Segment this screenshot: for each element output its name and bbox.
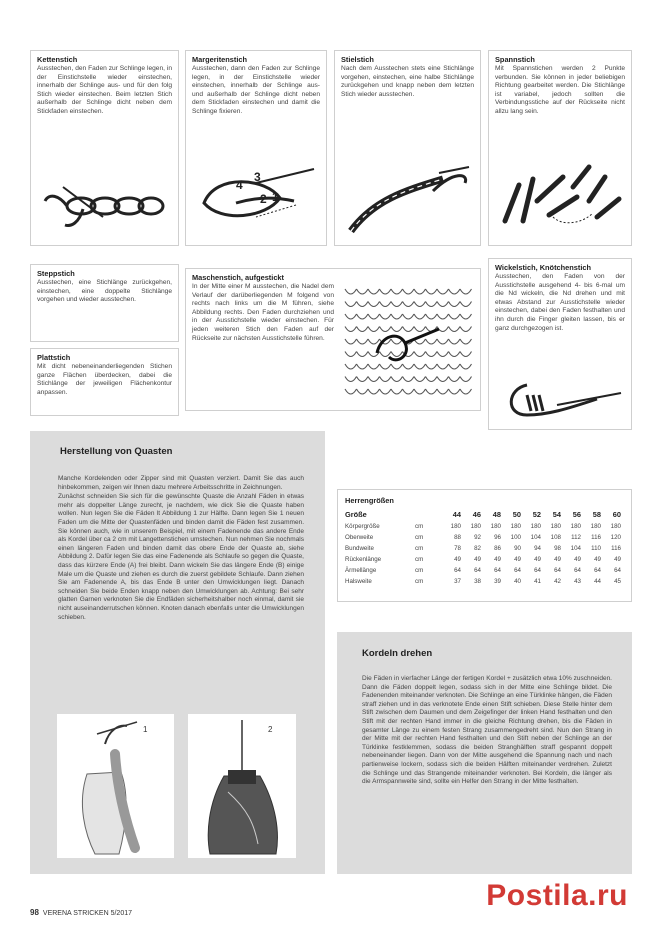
table-cell: 49	[594, 556, 601, 563]
box-title: Kettenstich	[37, 55, 78, 64]
row-label: Rückenlänge	[345, 556, 382, 563]
box-title: Margeritenstich	[192, 55, 248, 64]
table-cell: 104	[570, 545, 581, 552]
table-cell: 180	[450, 523, 461, 530]
margeritenstich-illustration	[196, 163, 321, 238]
wickelstich-illustration	[497, 375, 625, 425]
table-row	[345, 521, 621, 532]
table-cell: 39	[494, 578, 501, 585]
table-cell: 49	[534, 556, 541, 563]
quasten-body: Zunächst schneiden Sie sich für die gewünschte Quaste die Anzahl Fäden in etwas mehr als doppelter Länge zurecht, je nachdem, wie dick Sie die Quaste haben wollen. Nun legen Sie die Fäden lt Abbildung 1 zur Hälfte. Dann legen Sie 1 neuen Faden um die Mitte der Quastenfäden und binden damit die Fäden fest zusammen. Sie können auch, wie in unserem Beispiel, mit einem Fadenende das andere Ende als Kordel über ca 2 cm mit Langettenstichen umstechen. Nun nehmen Sie nochmals einen längeren Faden und binden damit das obere Ende der Quaste ab, siehe Abbildung 2. Dafür legen Sie das eine Fadenende als Schlaufe so gegen die Quaste, dass das kürzere Ende (A) frei bleibt. Dann wickeln Sie das längere Ende (B) einige Male um die Quaste und ziehen es durch die zuerst gebildete Schlaufe. Dann ziehen Sie am Fadenende A, bis das Ende B unter den Umwicklungen liegt. Danach schneiden Sie beide Enden knapp neben den Umwicklungen ab. Achtung: Bei sehr glatten Garnen verknoten Sie die Endfäden sicherheitshalber noch einmal, damit sie nicht auseinanderrutschen können. Knoten danach ebenfalls unter die Umwicklungen schieben.	[58, 493, 304, 621]
table-cell: 110	[591, 545, 601, 552]
quasten-title: Herstellung von Quasten	[60, 446, 173, 457]
quasten-intro: Manche Kordelenden oder Zipper sind mit Quasten verziert. Damit Sie das auch hinbekommen, zeigen wir Ihnen dazu mehrere Arbeitsschritte in Zeichnungen.	[58, 475, 304, 491]
tassel-label-1: 1	[143, 725, 148, 734]
table-row	[345, 554, 621, 565]
row-label: Körpergröße	[345, 523, 380, 530]
table-cell: 116	[591, 534, 601, 541]
box-text: Mit dicht nebeneinanderliegenden Stichen ganze Flächen überdecken, dabei die Stichlänge der jeweiligen Flächenkontur anpassen.	[37, 363, 172, 396]
table-cell: 49	[474, 556, 481, 563]
box-text: Ausstechen, den Faden zur Schlinge legen, in der Einstichstelle wieder einstechen, innerhalb der Schlinge aus- und für den folg Stich wieder einstechen. Beim letzten Stich außerhalb der Schlinge dicht neben dem Stickfaden einstechen.	[37, 65, 172, 115]
table-cell: 44	[594, 578, 601, 585]
table-cell: 64	[614, 567, 621, 574]
table-cell: 64	[574, 567, 581, 574]
table-cell: 180	[590, 523, 601, 530]
table-cell: 104	[530, 534, 541, 541]
kordeln-body: Die Fäden in vierfacher Länge der fertigen Kordel + zusätzlich etwa 10% zuschneiden. Dann die Fäden doppelt legen, sodass sich in der Mitte eine Schlinge bildet. Die Fadenenden miteinander verknoten. Die Schlinge an eine Türklinke hängen, die Fäden straff ziehen und in das verknotete Ende einen Stift schieben. Diese Stelle hinter dem Stift zwischen dem Daumen und dem Zeigefinger der linken Hand festhalten und den Stift mit der rechten Hand immer in die gleiche Richtung drehen, bis die Fäden in gesamter Länge zu einem festen Strang zusammengedreht sind. Nun den Strang in der Mitte mit der rechten Hand festhalten und den Stift neben der Schlinge an der Türklinke festklemmen, sodass die beiden Stranghälften straff gespannt doppelt nebeneinander liegen. Dann von der Mitte ausgehend die Spannung nach und nach partienweise lockern, sodass sich die beiden Hälften miteinander verdrehen. Zuletzt die Schlinge und das Strangende miteinander verknoten. Bei Kordeln, die länger als die Armspannweite sind, sollte ein Helfer den Strang in der Mitte festhalten.	[362, 675, 612, 786]
magazine-name: VERENA STRICKEN 5/2017	[42, 910, 132, 917]
marg-label-1: 1	[272, 190, 279, 204]
table-row	[345, 543, 621, 554]
box-text: Ausstechen, eine Stichlänge zurückgehen, einstechen, eine doppelte Stichlänge vorgehen und wieder ausstechen.	[37, 279, 172, 304]
table-cell: 112	[571, 534, 581, 541]
marg-label-2: 2	[260, 192, 267, 206]
table-row	[345, 576, 621, 587]
row-label: Halsweite	[345, 578, 372, 585]
box-spannstich	[488, 50, 632, 246]
marg-label-3: 3	[254, 170, 261, 184]
table-cell: 49	[574, 556, 581, 563]
page-footer	[30, 908, 132, 917]
table-cell: 180	[490, 523, 501, 530]
table-cell: 64	[534, 567, 541, 574]
table-cell: 45	[614, 578, 621, 585]
kordeln-panel	[337, 632, 632, 874]
box-plattstich	[30, 348, 179, 416]
watermark-logo: Postila.ru	[486, 879, 628, 912]
table-cell: 100	[510, 534, 521, 541]
row-unit: cm	[415, 556, 424, 563]
table-cell: 92	[474, 534, 481, 541]
table-cell: 42	[554, 578, 561, 585]
table-cell: 180	[610, 523, 621, 530]
box-title: Plattstich	[37, 353, 71, 362]
box-text: Nach dem Ausstechen stets eine Stichlänge vorgehen, einstechen, eine halbe Stichlänge zurückgehen und knapp neben dem letzten Stich wieder ausstechen.	[341, 65, 474, 98]
table-cell: 180	[570, 523, 581, 530]
table-cell: 64	[554, 567, 561, 574]
size-header-cell: 60	[612, 510, 621, 519]
tassel-figure-1	[57, 714, 174, 858]
box-title: Stielstich	[341, 55, 374, 64]
table-cell: 49	[554, 556, 561, 563]
table-cell: 40	[514, 578, 521, 585]
table-cell: 94	[534, 545, 541, 552]
sizes-table	[345, 508, 621, 587]
table-cell: 88	[454, 534, 461, 541]
table-cell: 78	[454, 545, 461, 552]
table-row	[345, 532, 621, 543]
row-unit: cm	[415, 545, 424, 552]
size-header-cell: 56	[572, 510, 581, 519]
table-cell: 37	[454, 578, 461, 585]
table-cell: 82	[474, 545, 481, 552]
table-cell: 64	[474, 567, 481, 574]
row-label: Bundweite	[345, 545, 374, 552]
row-label: Ärmellänge	[345, 567, 377, 574]
table-cell: 98	[554, 545, 561, 552]
sizes-box	[337, 489, 632, 602]
box-title: Steppstich	[37, 269, 75, 278]
table-cell: 86	[494, 545, 501, 552]
size-header-cell: 52	[532, 510, 541, 519]
sizes-header-label: Größe	[345, 510, 367, 519]
maschenstich-illustration	[341, 283, 473, 403]
table-cell: 120	[610, 534, 621, 541]
table-cell: 64	[514, 567, 521, 574]
box-steppstich	[30, 264, 179, 342]
marg-label-4: 4	[236, 178, 243, 192]
box-title: Wickelstich, Knötchenstich	[495, 263, 592, 272]
box-title: Spannstich	[495, 55, 535, 64]
size-header-cell: 48	[492, 510, 501, 519]
box-kettenstich	[30, 50, 179, 246]
box-wickelstich	[488, 258, 632, 430]
row-unit: cm	[415, 578, 424, 585]
table-row	[345, 565, 621, 576]
sizes-title: Herrengrößen	[345, 496, 394, 505]
kettenstich-illustration	[43, 173, 168, 233]
table-cell: 96	[494, 534, 501, 541]
table-cell: 180	[510, 523, 521, 530]
table-cell: 38	[474, 578, 481, 585]
table-cell: 64	[494, 567, 501, 574]
table-cell: 90	[514, 545, 521, 552]
stielstich-illustration	[343, 161, 473, 241]
box-text: In der Mitte einer M ausstechen, die Nadel dem Verlauf der darüberliegenden M folgend von rechts nach links um die M führen, siehe Abbildung rechts. Den Faden durchziehen und in der Ausstichstelle wieder einstechen. Für jeden weiteren Stich den Faden auf der Rückseite zur nächsten Ausstichstelle führen.	[192, 283, 334, 342]
table-cell: 49	[514, 556, 521, 563]
table-cell: 108	[550, 534, 561, 541]
kordeln-title: Kordeln drehen	[362, 648, 433, 659]
table-cell: 49	[454, 556, 461, 563]
size-header-cell: 58	[592, 510, 601, 519]
table-cell: 64	[454, 567, 461, 574]
row-unit: cm	[415, 523, 424, 530]
size-header-cell: 44	[452, 510, 461, 519]
box-text: Ausstechen, dann den Faden zur Schlinge legen, in der Einstichstelle wieder einstechen, innerhalb der Schlinge aus- und außerhalb der Schlinge dicht neben dem Stickfaden einstechen und damit die Schlinge fixieren.	[192, 65, 320, 115]
quasten-panel	[30, 431, 325, 874]
tassel-label-2: 2	[268, 725, 273, 734]
table-cell: 116	[611, 545, 621, 552]
row-label: Oberweite	[345, 534, 374, 541]
table-cell: 64	[594, 567, 601, 574]
row-unit: cm	[415, 534, 424, 541]
row-unit: cm	[415, 567, 424, 574]
box-title: Maschenstich, aufgestickt	[192, 273, 285, 282]
table-cell: 43	[574, 578, 581, 585]
table-cell: 180	[550, 523, 561, 530]
size-header-cell: 50	[512, 510, 521, 519]
size-header-cell: 46	[472, 510, 481, 519]
box-stielstich	[334, 50, 481, 246]
box-text: Ausstechen, den Faden von der Ausstichstelle ausgehend 4- bis 6-mal um die Nd wickeln, die Nd drehen und mit etwas Abstand zur Ausstichstelle wieder einstechen, dabei den Faden festhalten und ihn durch die Finger gleiten lassen, bis er ganz durchgezogen ist.	[495, 273, 625, 332]
size-header-cell: 54	[552, 510, 561, 519]
page-number: 98	[30, 908, 39, 917]
table-cell: 49	[614, 556, 621, 563]
tassel-figure-2	[188, 714, 296, 858]
spannstich-illustration	[493, 157, 628, 237]
box-text: Mit Spannstichen werden 2 Punkte verbunden. Sie können in jeder beliebigen Richtung gearbeitet werden. Die Stichlänge ist variabel, jedoch sollten die Verbindungsstiche auf der Rückseite nicht allzu lang sein.	[495, 65, 625, 115]
table-cell: 41	[534, 578, 541, 585]
box-maschenstich	[185, 268, 481, 411]
table-cell: 49	[494, 556, 501, 563]
sizes-header-row	[345, 508, 621, 521]
table-cell: 180	[530, 523, 541, 530]
table-cell: 180	[470, 523, 481, 530]
box-margeritenstich	[185, 50, 327, 246]
